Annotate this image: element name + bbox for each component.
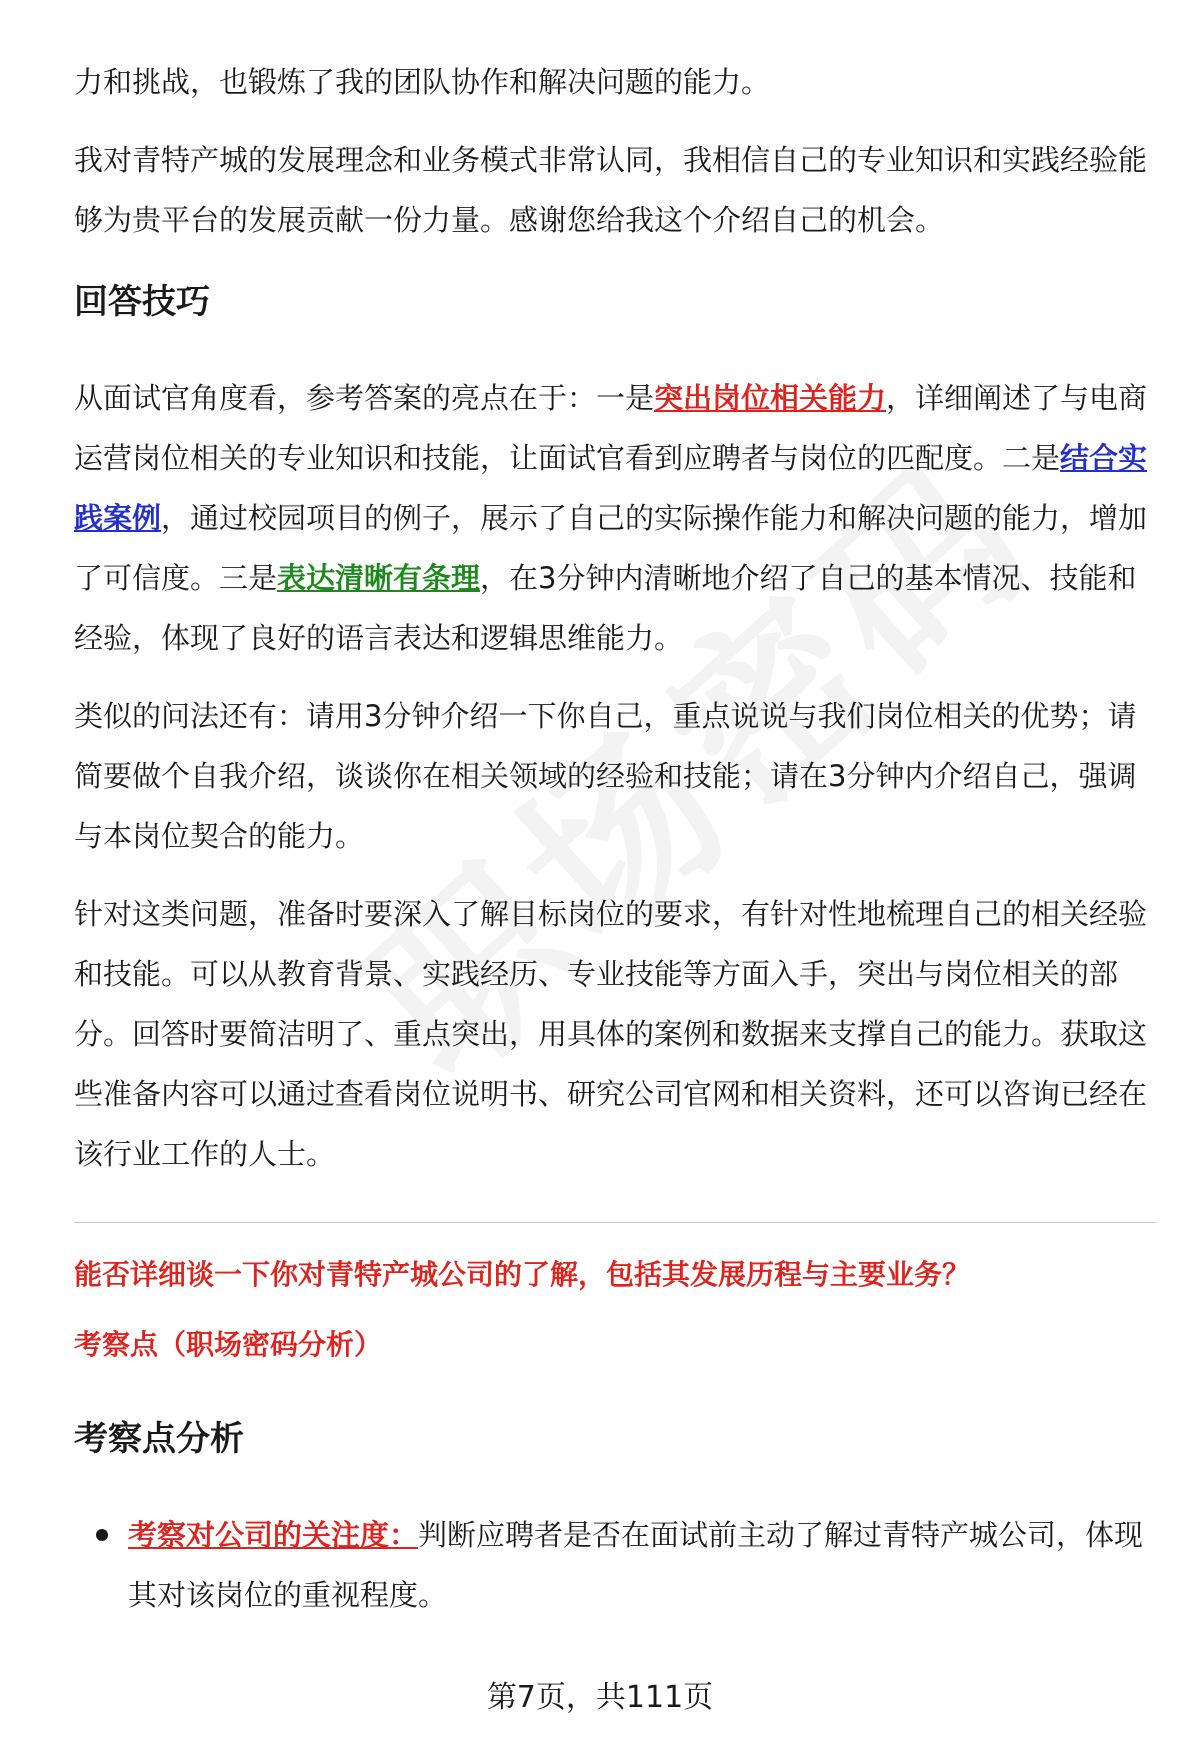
analysis-list: [74, 1505, 1156, 1625]
analysis-item-label: 考察对公司的关注度：: [128, 1518, 419, 1552]
tips-paragraph-highlights: [74, 368, 1156, 668]
exam-point-label: 考察点（职场密码分析）: [74, 1328, 383, 1361]
tips-text-3: ，通过校园项目的例子，展示了自己的实际操作能力和解决问题的能力，增加了可信度。三是: [74, 501, 1148, 595]
highlight-practice-cases: 结合实践案例: [74, 441, 1148, 535]
analysis-item-text: 判断应聘者是否在面试前主动了解过青特产城公司，体现其对该岗位的重视程度。: [128, 1518, 1144, 1612]
document-body: [74, 52, 1156, 1625]
page-number: 第7页，共111页: [486, 1680, 714, 1715]
bullet-icon: [96, 1529, 108, 1541]
paragraph-closing: 我对青特产城的发展理念和业务模式非常认同，我相信自己的专业知识和实践经验能够为贵平台的发展贡献一份力量。感谢您给我这个介绍自己的机会。: [74, 143, 1148, 237]
highlight-clear-expression: 表达清晰有条理: [277, 561, 481, 595]
tips-paragraph-preparation: 针对这类问题，准备时要深入了解目标岗位的要求，有针对性地梳理自己的相关经验和技能。可以从教育背景、实践经历、专业技能等方面入手，突出与岗位相关的部分。回答时要简洁明了、重点突出，用具体的案例和数据来支撑自己的能力。获取这些准备内容可以通过查看岗位说明书、研究公司官网和相关资料，还可以咨询已经在该行业工作的人士。: [74, 897, 1148, 1171]
next-question: 能否详细谈一下你对青特产城公司的了解，包括其发展历程与主要业务？: [74, 1258, 971, 1291]
tips-paragraph-similar-questions: 类似的问法还有：请用3分钟介绍一下你自己，重点说说与我们岗位相关的优势；请简要做个自我介绍，谈谈你在相关领域的经验和技能；请在3分钟内介绍自己，强调与本岗位契合的能力。: [74, 699, 1137, 853]
list-item: [74, 1505, 1156, 1625]
section-divider: [74, 1222, 1156, 1223]
tips-text-4: ，在3分钟内清晰地介绍了自己的基本情况、技能和经验，体现了良好的语言表达和逻辑思维能力。: [74, 561, 1137, 655]
analysis-heading: 考察点分析: [74, 1419, 244, 1459]
paragraph-intro-end: 力和挑战，也锻炼了我的团队协作和解决问题的能力。: [74, 65, 771, 99]
tips-text-1: 从面试官角度看，参考答案的亮点在于：一是: [74, 381, 655, 415]
tips-heading: 回答技巧: [74, 282, 210, 322]
highlight-relevant-ability: 突出岗位相关能力: [654, 381, 887, 415]
tips-text-2: ，详细阐述了与电商运营岗位相关的专业知识和技能，让面试官看到应聘者与岗位的匹配度。二是: [74, 381, 1148, 475]
